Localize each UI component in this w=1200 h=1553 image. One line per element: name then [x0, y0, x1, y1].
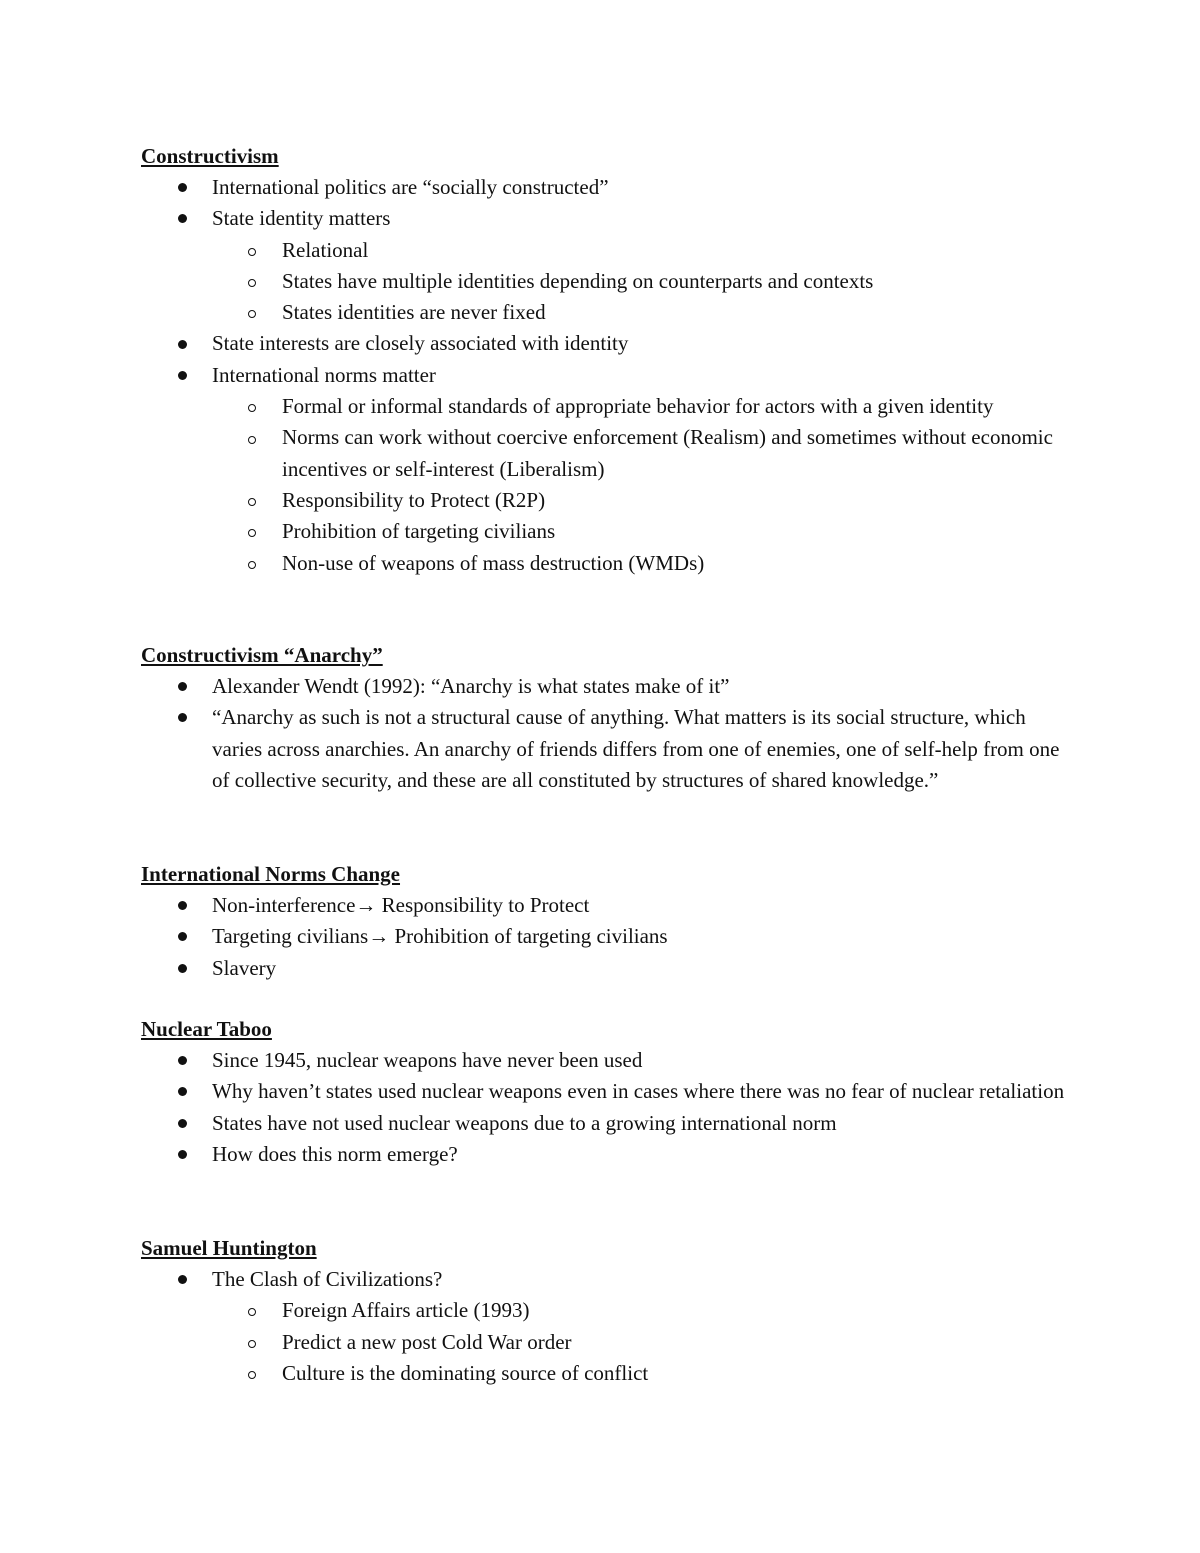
sub-list-item — [141, 1358, 1071, 1389]
list-item — [141, 1139, 1071, 1170]
sub-list-item — [141, 485, 1071, 516]
sub-list-item-text: Foreign Affairs article (1993) — [282, 1298, 530, 1323]
list-item-text: Targeting civilians→ Prohibition of targeting civilians — [212, 924, 668, 949]
list-item-text: The Clash of Civilizations? — [212, 1267, 443, 1291]
list-item — [141, 172, 1071, 203]
bullet-circle-icon — [248, 266, 256, 297]
bullet-circle-icon — [248, 391, 256, 422]
bullet-dot-icon — [178, 1076, 187, 1107]
bullet-dot-icon — [178, 172, 187, 203]
bullet-circle-icon — [248, 422, 256, 453]
section-constructivism — [141, 141, 1071, 579]
bullet-dot-icon — [178, 890, 187, 921]
bullet-circle-icon — [248, 297, 256, 328]
list-item-text: Alexander Wendt (1992): “Anarchy is what states make of it” — [212, 674, 730, 698]
sub-list-item-text: Culture is the dominating source of conflict — [282, 1360, 649, 1385]
bullet-circle-icon — [248, 1358, 256, 1389]
sub-list-item-text: States have multiple identities depending on counterparts and contexts — [282, 268, 874, 293]
sub-list-item — [141, 422, 1071, 485]
bullet-dot-icon — [178, 702, 187, 733]
sub-list-item — [141, 391, 1071, 422]
list-item — [141, 953, 1071, 984]
bullet-circle-icon — [248, 1327, 256, 1358]
list-item-text: International politics are “socially constructed” — [212, 175, 609, 199]
list-item — [141, 328, 1071, 359]
bullet-circle-icon — [248, 1295, 256, 1326]
section-heading: Samuel Huntington — [141, 1236, 317, 1260]
bullet-circle-icon — [248, 235, 256, 266]
list-item-text: Non-interference→ Responsibility to Protect — [212, 893, 590, 917]
sub-list-item-text: Non-use of weapons of mass destruction (WMDs) — [282, 550, 705, 575]
list-item-text: How does this norm emerge? — [212, 1141, 458, 1166]
sub-list-item — [141, 297, 1071, 328]
sub-list-item-text: Norms can work without coercive enforcement (Realism) and sometimes without economic incentives or self-interest (Liberalism) — [282, 425, 1053, 481]
sub-list-item-text: Predict a new post Cold War order — [282, 1329, 572, 1354]
section-heading: International Norms Change — [141, 862, 401, 886]
bullet-dot-icon — [178, 1108, 187, 1139]
sub-list-item-text: Relational — [282, 237, 369, 262]
list-item-text: State identity matters — [212, 206, 391, 231]
bullet-dot-icon — [178, 671, 187, 702]
list-item — [141, 1045, 1071, 1076]
sub-list-item-text: Prohibition of targeting civilians — [282, 519, 556, 544]
list-item-text: Since 1945, nuclear weapons have never been used — [212, 1048, 643, 1072]
bullet-dot-icon — [178, 1045, 187, 1076]
sub-list-item-text: States identities are never fixed — [282, 300, 546, 325]
sub-list-item — [141, 1327, 1071, 1358]
list-item — [141, 1076, 1071, 1107]
list-item — [141, 671, 1071, 702]
list-item — [141, 360, 1071, 391]
bullet-dot-icon — [178, 921, 187, 952]
bullet-circle-icon — [248, 485, 256, 516]
list-item-text: Why haven’t states used nuclear weapons even in cases where there was no fear of nuclear retaliation — [212, 1079, 1065, 1104]
bullet-circle-icon — [248, 548, 256, 579]
sub-list-item — [141, 516, 1071, 547]
list-item — [141, 890, 1071, 921]
section-heading: Constructivism — [141, 144, 279, 168]
list-item — [141, 203, 1071, 234]
list-item-text: State interests are closely associated with identity — [212, 331, 629, 356]
list-item — [141, 1108, 1071, 1139]
section-international-norms-change — [141, 859, 1071, 984]
section-heading: Nuclear Taboo — [141, 1017, 272, 1041]
sub-list-item-text: Formal or informal standards of appropriate behavior for actors with a given identity — [282, 394, 994, 419]
bullet-dot-icon — [178, 953, 187, 984]
list-item-text: “Anarchy as such is not a structural cause of anything. What matters is its social structure, which varies across anarchies. An anarchy of friends differs from one of enemies, one of self-help from one of collective security, and these are all constituted by structures of shared knowledge.” — [212, 705, 1060, 792]
sub-list-item — [141, 235, 1071, 266]
bullet-dot-icon — [178, 203, 187, 234]
sub-list-item — [141, 1295, 1071, 1326]
bullet-dot-icon — [178, 1264, 187, 1295]
list-item-text: International norms matter — [212, 362, 436, 387]
section-samuel-huntington — [141, 1233, 1071, 1389]
list-item-text: Slavery — [212, 955, 277, 980]
sub-list-item-text: Responsibility to Protect (R2P) — [282, 487, 546, 512]
sub-list-item — [141, 266, 1071, 297]
list-item — [141, 702, 1071, 796]
bullet-dot-icon — [178, 1139, 187, 1170]
sub-list-item — [141, 548, 1071, 579]
section-heading: Constructivism “Anarchy” — [141, 643, 383, 667]
bullet-dot-icon — [178, 328, 187, 359]
bullet-circle-icon — [248, 516, 256, 547]
bullet-dot-icon — [178, 360, 187, 391]
section-constructivism-anarchy — [141, 640, 1071, 796]
list-item — [141, 921, 1071, 952]
list-item-text: States have not used nuclear weapons due to a growing international norm — [212, 1110, 837, 1135]
list-item — [141, 1264, 1071, 1295]
section-nuclear-taboo — [141, 1014, 1071, 1170]
